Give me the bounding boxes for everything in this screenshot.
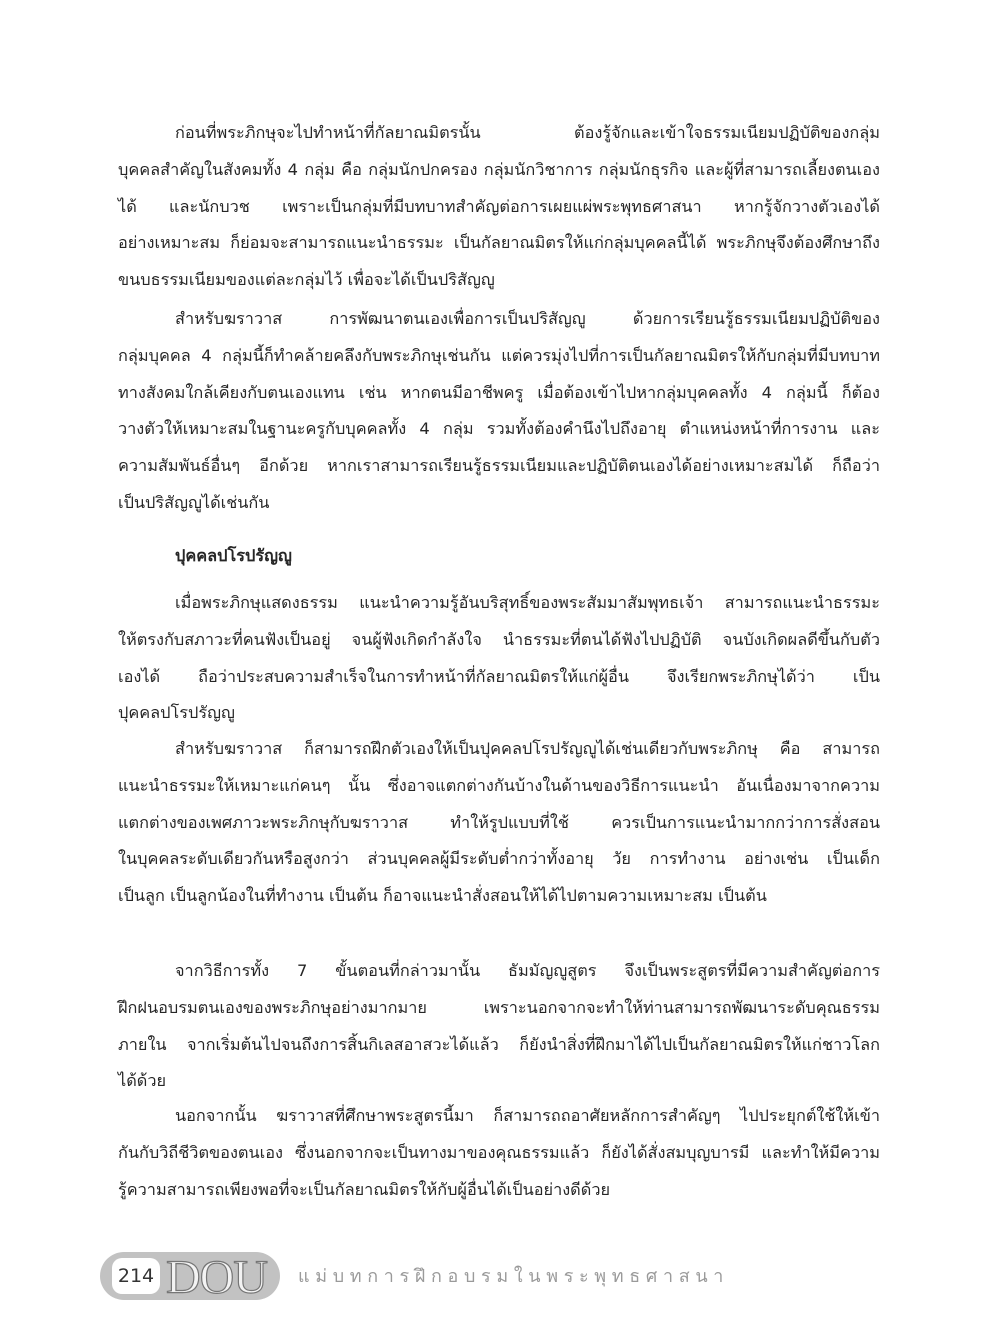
section-heading: ปุคคลปโรปรัญญู bbox=[175, 546, 292, 565]
text-line: ในบุคคลระดับเดียวกันหรือสูงกว่า ส่วนบุคคลผู้มีระดับต่ำกว่าทั้งอายุ วัย การทำงาน อย่างเช่น เป็นเด็ก bbox=[118, 849, 880, 869]
paragraph bbox=[118, 585, 880, 732]
text-line: กันกับวิถีชีวิตของตนเอง ซึ่งนอกจากจะเป็นทางมาของคุณธรรมแล้ว ก็ยังได้สั่งสมบุญบารมี และทำให้มีความ bbox=[118, 1142, 880, 1162]
text-line: ให้ตรงกับสภาวะที่คนฟังเป็นอยู่ จนผู้ฟังเกิดกำลังใจ นำธรรมะที่ตนได้ฟังไปปฏิบัติ จนบังเกิดผลดีขึ้นกับตัว bbox=[118, 629, 880, 649]
text-line: รู้ความสามารถเพียงพอที่จะเป็นกัลยาณมิตรให้กับผู้อื่นได้เป็นอย่างดีด้วย bbox=[118, 1179, 611, 1199]
running-title: แม่บทการฝึกอบรมในพระพุทธศาสนา bbox=[298, 1266, 729, 1287]
text-line: เป็นปริสัญญูได้เช่นกัน bbox=[118, 492, 270, 512]
text-line: ภายใน จากเริ่มต้นไปจนถึงการสิ้นกิเลสอาสวะได้แล้ว ก็ยังนำสิ่งที่ฝึกมาได้ไปเป็นกัลยาณมิตรให้แก่ชาวโลก bbox=[118, 1034, 880, 1054]
text-line: ก่อนที่พระภิกษุจะไปทำหน้าที่กัลยาณมิตรนั้น ต้องรู้จักและเข้าใจธรรมเนียมปฏิบัติของกลุ่ม bbox=[175, 123, 880, 142]
text-line: ฝึกฝนอบรมตนเองของพระภิกษุอย่างมากมาย เพราะนอกจากจะทำให้ท่านสามารถพัฒนาระดับคุณธรรม bbox=[118, 997, 880, 1017]
page-number: 214 bbox=[112, 1258, 160, 1294]
paragraph bbox=[118, 115, 880, 299]
text-line: ได้ด้วย bbox=[118, 1071, 167, 1091]
text-line: แตกต่างของเพศภาวะพระภิกษุกับฆราวาส ทำให้รูปแบบที่ใช้ ควรเป็นการแนะนำมากกว่าการสั่งสอน bbox=[118, 812, 880, 832]
paragraph bbox=[118, 953, 880, 1100]
text-line: จากวิธีการทั้ง 7 ขั้นตอนที่กล่าวมานั้น ธัมมัญญูสูตร จึงเป็นพระสูตรที่มีความสำคัญต่อการ bbox=[175, 961, 880, 980]
text-line: บุคคลสำคัญในสังคมทั้ง 4 กลุ่ม คือ กลุ่มนักปกครอง กลุ่มนักวิชาการ กลุ่มนักธุรกิจ และผู้ที่สามารถเลี้ยงตนเอง bbox=[118, 159, 880, 179]
text-line: กลุ่มบุคคล 4 กลุ่มนี้ก็ทำคล้ายคลึงกับพระภิกษุเช่นกัน แต่ควรมุ่งไปที่การเป็นกัลยาณมิตรให้กับกลุ่มที่มีบทบาท bbox=[118, 345, 880, 365]
text-line: ความสัมพันธ์อื่นๆ อีกด้วย หากเราสามารถเรียนรู้ธรรมเนียมและปฏิบัติตนเองได้อย่างเหมาะสมได้ ก็ถือว่า bbox=[118, 456, 880, 475]
dou-logo: DOU bbox=[166, 1251, 267, 1304]
text-line: นอกจากนั้น ฆราวาสที่ศึกษาพระสูตรนี้มา ก็สามารถถอาศัยหลักการสำคัญๆ ไปประยุกต์ใช้ให้เข้า bbox=[175, 1106, 880, 1125]
paragraph bbox=[118, 1098, 880, 1208]
text-line: ขนบธรรมเนียมของแต่ละกลุ่มไว้ เพื่อจะได้เป็นปริสัญญู bbox=[118, 270, 495, 289]
text-line: เป็นลูก เป็นลูกน้องในที่ทำงาน เป็นต้น ก็อาจแนะนำสั่งสอนให้ได้ไปตามความเหมาะสม เป็นต้น bbox=[118, 886, 767, 905]
paragraph bbox=[118, 731, 880, 915]
text-line: ได้ และนักบวช เพราะเป็นกลุ่มที่มีบทบาทสำคัญต่อการเผยแผ่พระพุทธศาสนา หากรู้จักวางตัวเองได้ bbox=[118, 196, 880, 216]
text-line: สำหรับฆราวาส การพัฒนาตนเองเพื่อการเป็นปริสัญญู ด้วยการเรียนรู้ธรรมเนียมปฏิบัติของ bbox=[175, 309, 880, 328]
text-line: เมื่อพระภิกษุแสดงธรรม แนะนำความรู้อันบริสุทธิ์ของพระสัมมาสัมพุทธเจ้า สามารถแนะนำธรรมะ bbox=[175, 593, 880, 612]
text-line: ปุคคลปโรปรัญญู bbox=[118, 703, 235, 723]
paragraph bbox=[118, 301, 880, 522]
text-line: แนะนำธรรมะให้เหมาะแก่คนๆ นั้น ซึ่งอาจแตกต่างกันบ้างในด้านของวิธีการแนะนำ อันเนื่องมาจากความ bbox=[118, 775, 880, 795]
text-line: ทางสังคมใกล้เคียงกับตนเองแทน เช่น หากตนมีอาชีพครู เมื่อต้องเข้าไปหากลุ่มบุคคลทั้ง 4 กลุ่มนี้ ก็ต้อง bbox=[118, 382, 880, 402]
text-line: อย่างเหมาะสม ก็ย่อมจะสามารถแนะนำธรรมะ เป็นกัลยาณมิตรให้แก่กลุ่มบุคคลนี้ได้ พระภิกษุจึงต้องศึกษาถึง bbox=[118, 233, 880, 253]
text-line: เองได้ ถือว่าประสบความสำเร็จในการทำหน้าที่กัลยาณมิตรให้แก่ผู้อื่น จึงเรียกพระภิกษุได้ว่า เป็น bbox=[118, 666, 880, 686]
text-line: สำหรับฆราวาส ก็สามารถฝึกตัวเองให้เป็นปุคคลปโรปรัญญูได้เช่นเดียวกับพระภิกษุ คือ สามารถ bbox=[175, 739, 880, 758]
text-line: วางตัวให้เหมาะสมในฐานะครูกับบุคคลทั้ง 4 กลุ่ม รวมทั้งต้องคำนึงไปถึงอายุ ตำแหน่งหน้าที่การงาน และ bbox=[118, 419, 880, 439]
